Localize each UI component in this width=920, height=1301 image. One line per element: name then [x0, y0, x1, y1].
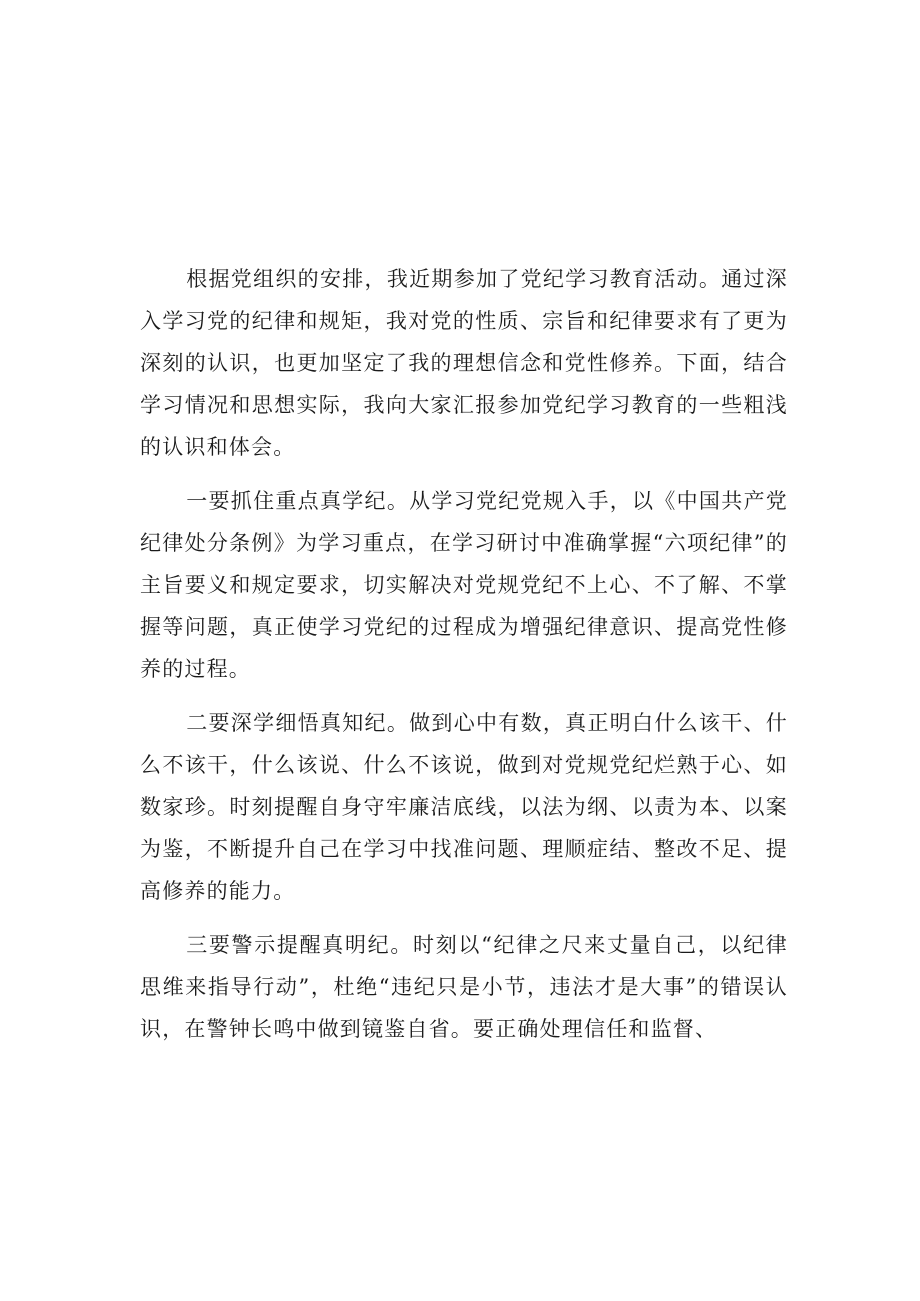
document-body	[140, 258, 788, 1062]
paragraph-point-two: 二要深学细悟真知纪。做到心中有数，真正明白什么该干、什么不该干，什么该说、什么不该说，做到对党规党纪烂熟于心、如数家珍。时刻提醒自身守牢廉洁底线，以法为纲、以责为本、以案为鉴，不断提升自己在学习中找准问题、理顺症结、整改不足、提高修养的能力。	[140, 711, 788, 903]
paragraph-intro: 根据党组织的安排，我近期参加了党纪学习教育活动。通过深入学习党的纪律和规矩，我对党的性质、宗旨和纪律要求有了更为深刻的认识，也更加坚定了我的理想信念和党性修养。下面，结合学习情况和思想实际，我向大家汇报参加党纪学习教育的一些粗浅的认识和体会。	[140, 267, 788, 459]
paragraph-point-three: 三要警示提醒真明纪。时刻以“纪律之尺来丈量自己，以纪律思维来指导行动”，杜绝“违纪只是小节，违法才是大事”的错误认识，在警钟长鸣中做到镜鉴自省。要正确处理信任和监督、	[140, 933, 788, 1041]
paragraph-point-one: 一要抓住重点真学纪。从学习党纪党规入手，以《中国共产党纪律处分条例》为学习重点，在学习研讨中准确掌握“六项纪律”的主旨要义和规定要求，切实解决对党规党纪不上心、不了解、不掌握等问题，真正使学习党纪的过程成为增强纪律意识、提高党性修养的过程。	[140, 489, 788, 681]
